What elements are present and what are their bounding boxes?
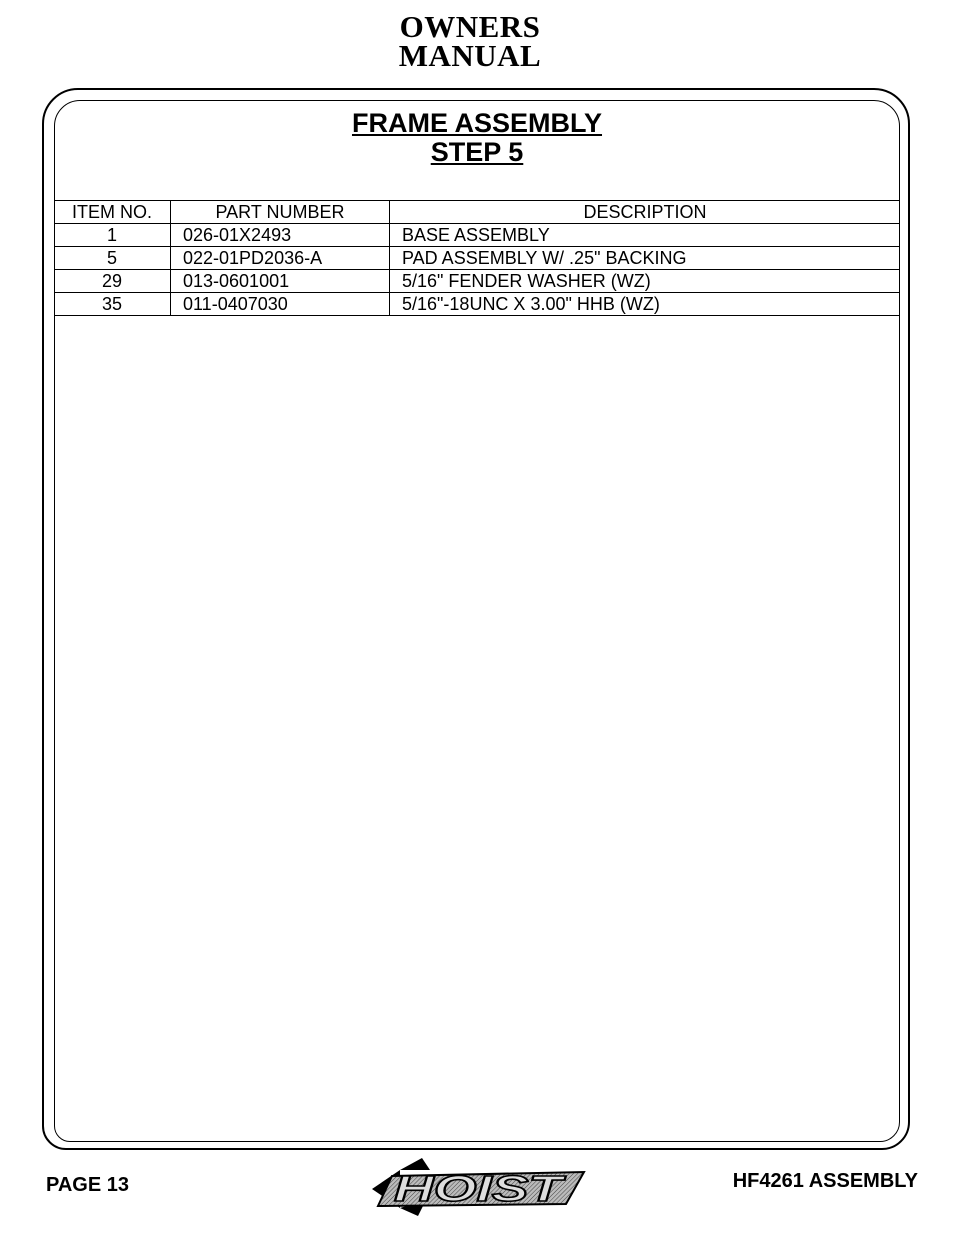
part-description: 5/16"-18UNC X 3.00" HHB (WZ) [390,293,901,316]
page-number: PAGE 13 [46,1174,129,1196]
manual-title-line1: OWNERS [399,9,541,44]
column-header-item: ITEM NO. [54,201,171,224]
model-label: HF4261 ASSEMBLY [732,1170,918,1192]
item-number: 5 [54,247,171,270]
hoist-logo [370,1156,590,1218]
item-number: 35 [54,293,171,316]
parts-table [54,200,900,316]
table-row [54,224,900,247]
item-number: 29 [54,270,171,293]
manual-title [0,9,940,73]
section-title: FRAME ASSEMBLY [351,108,603,138]
column-header-description: DESCRIPTION [390,201,901,224]
logo-wordmark: HOIST [394,1168,567,1209]
part-number: 013-0601001 [171,270,390,293]
table-row [54,293,900,316]
table-row [54,270,900,293]
part-description: BASE ASSEMBLY [390,224,901,247]
part-number: 022-01PD2036-A [171,247,390,270]
part-number: 011-0407030 [171,293,390,316]
part-description: PAD ASSEMBLY W/ .25" BACKING [390,247,901,270]
part-number: 026-01X2493 [171,224,390,247]
table-row [54,247,900,270]
table-header-row [54,201,900,224]
section-step: STEP 5 [430,137,524,167]
item-number: 1 [54,224,171,247]
column-header-part: PART NUMBER [171,201,390,224]
part-description: 5/16" FENDER WASHER (WZ) [390,270,901,293]
content-frame [54,100,900,1142]
section-heading [55,109,899,167]
manual-title-line2: MANUAL [398,38,542,73]
